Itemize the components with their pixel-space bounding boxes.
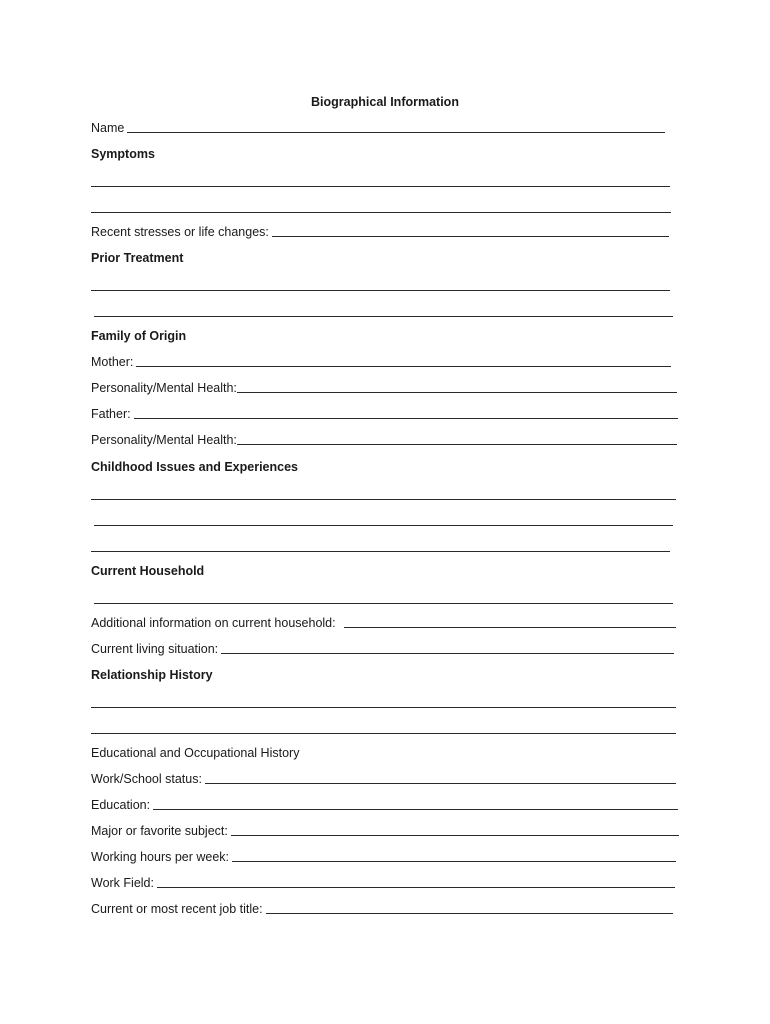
childhood-line-2[interactable] (94, 525, 673, 526)
childhood-line-1[interactable] (91, 499, 676, 500)
additional-household-input-line[interactable] (344, 627, 676, 628)
living-situation-row (91, 641, 674, 657)
major-label: Major or favorite subject: (91, 824, 228, 838)
childhood-line-3[interactable] (91, 551, 670, 552)
working-hours-row (91, 849, 676, 865)
current-household-heading: Current Household (91, 564, 205, 578)
current-household-line-1[interactable] (94, 603, 673, 604)
mother-personality-input-line[interactable] (237, 392, 677, 393)
prior-treatment-line-1[interactable] (91, 290, 670, 291)
father-input-line[interactable] (134, 418, 678, 419)
mother-input-line[interactable] (136, 366, 671, 367)
job-title-input-line[interactable] (266, 913, 673, 914)
education-row (91, 797, 678, 813)
mother-row (91, 354, 671, 370)
symptoms-line-1[interactable] (91, 186, 670, 187)
relationship-line-2[interactable] (91, 733, 676, 734)
education-label: Education: (91, 798, 151, 812)
additional-household-label: Additional information on current household: (91, 616, 336, 630)
work-school-status-label: Work/School status: (91, 772, 202, 786)
father-personality-row (91, 432, 677, 448)
recent-stresses-input-line[interactable] (272, 236, 669, 237)
prior-treatment-heading: Prior Treatment (91, 251, 184, 265)
work-field-input-line[interactable] (157, 887, 675, 888)
education-input-line[interactable] (153, 809, 678, 810)
relationship-line-1[interactable] (91, 707, 676, 708)
work-field-label: Work Field: (91, 876, 154, 890)
relationship-history-heading: Relationship History (91, 668, 213, 682)
childhood-heading: Childhood Issues and Experiences (91, 460, 299, 474)
work-school-status-row (91, 771, 676, 787)
additional-household-row (91, 615, 676, 631)
name-field-row (91, 120, 665, 136)
mother-personality-label: Personality/Mental Health: (91, 381, 237, 395)
work-school-status-input-line[interactable] (205, 783, 676, 784)
father-personality-label: Personality/Mental Health: (91, 433, 237, 447)
mother-personality-row (91, 380, 677, 396)
education-occupation-heading: Educational and Occupational History (91, 746, 300, 760)
symptoms-line-2[interactable] (91, 212, 671, 213)
symptoms-heading: Symptoms (91, 147, 155, 161)
prior-treatment-line-2[interactable] (94, 316, 673, 317)
family-of-origin-heading: Family of Origin (91, 329, 187, 343)
working-hours-label: Working hours per week: (91, 850, 230, 864)
job-title-label: Current or most recent job title: (91, 902, 263, 916)
father-row (91, 406, 678, 422)
living-situation-input-line[interactable] (221, 653, 674, 654)
working-hours-input-line[interactable] (232, 861, 676, 862)
major-row (91, 823, 679, 839)
recent-stresses-row (91, 224, 669, 240)
work-field-row (91, 875, 675, 891)
recent-stresses-label: Recent stresses or life changes: (91, 225, 269, 239)
mother-label: Mother: (91, 355, 134, 369)
father-label: Father: (91, 407, 131, 421)
name-input-line[interactable] (127, 132, 665, 133)
father-personality-input-line[interactable] (237, 444, 677, 445)
name-label: Name (91, 121, 125, 135)
living-situation-label: Current living situation: (91, 642, 219, 656)
form-title: Biographical Information (311, 95, 459, 109)
job-title-row (91, 901, 673, 917)
major-input-line[interactable] (231, 835, 679, 836)
